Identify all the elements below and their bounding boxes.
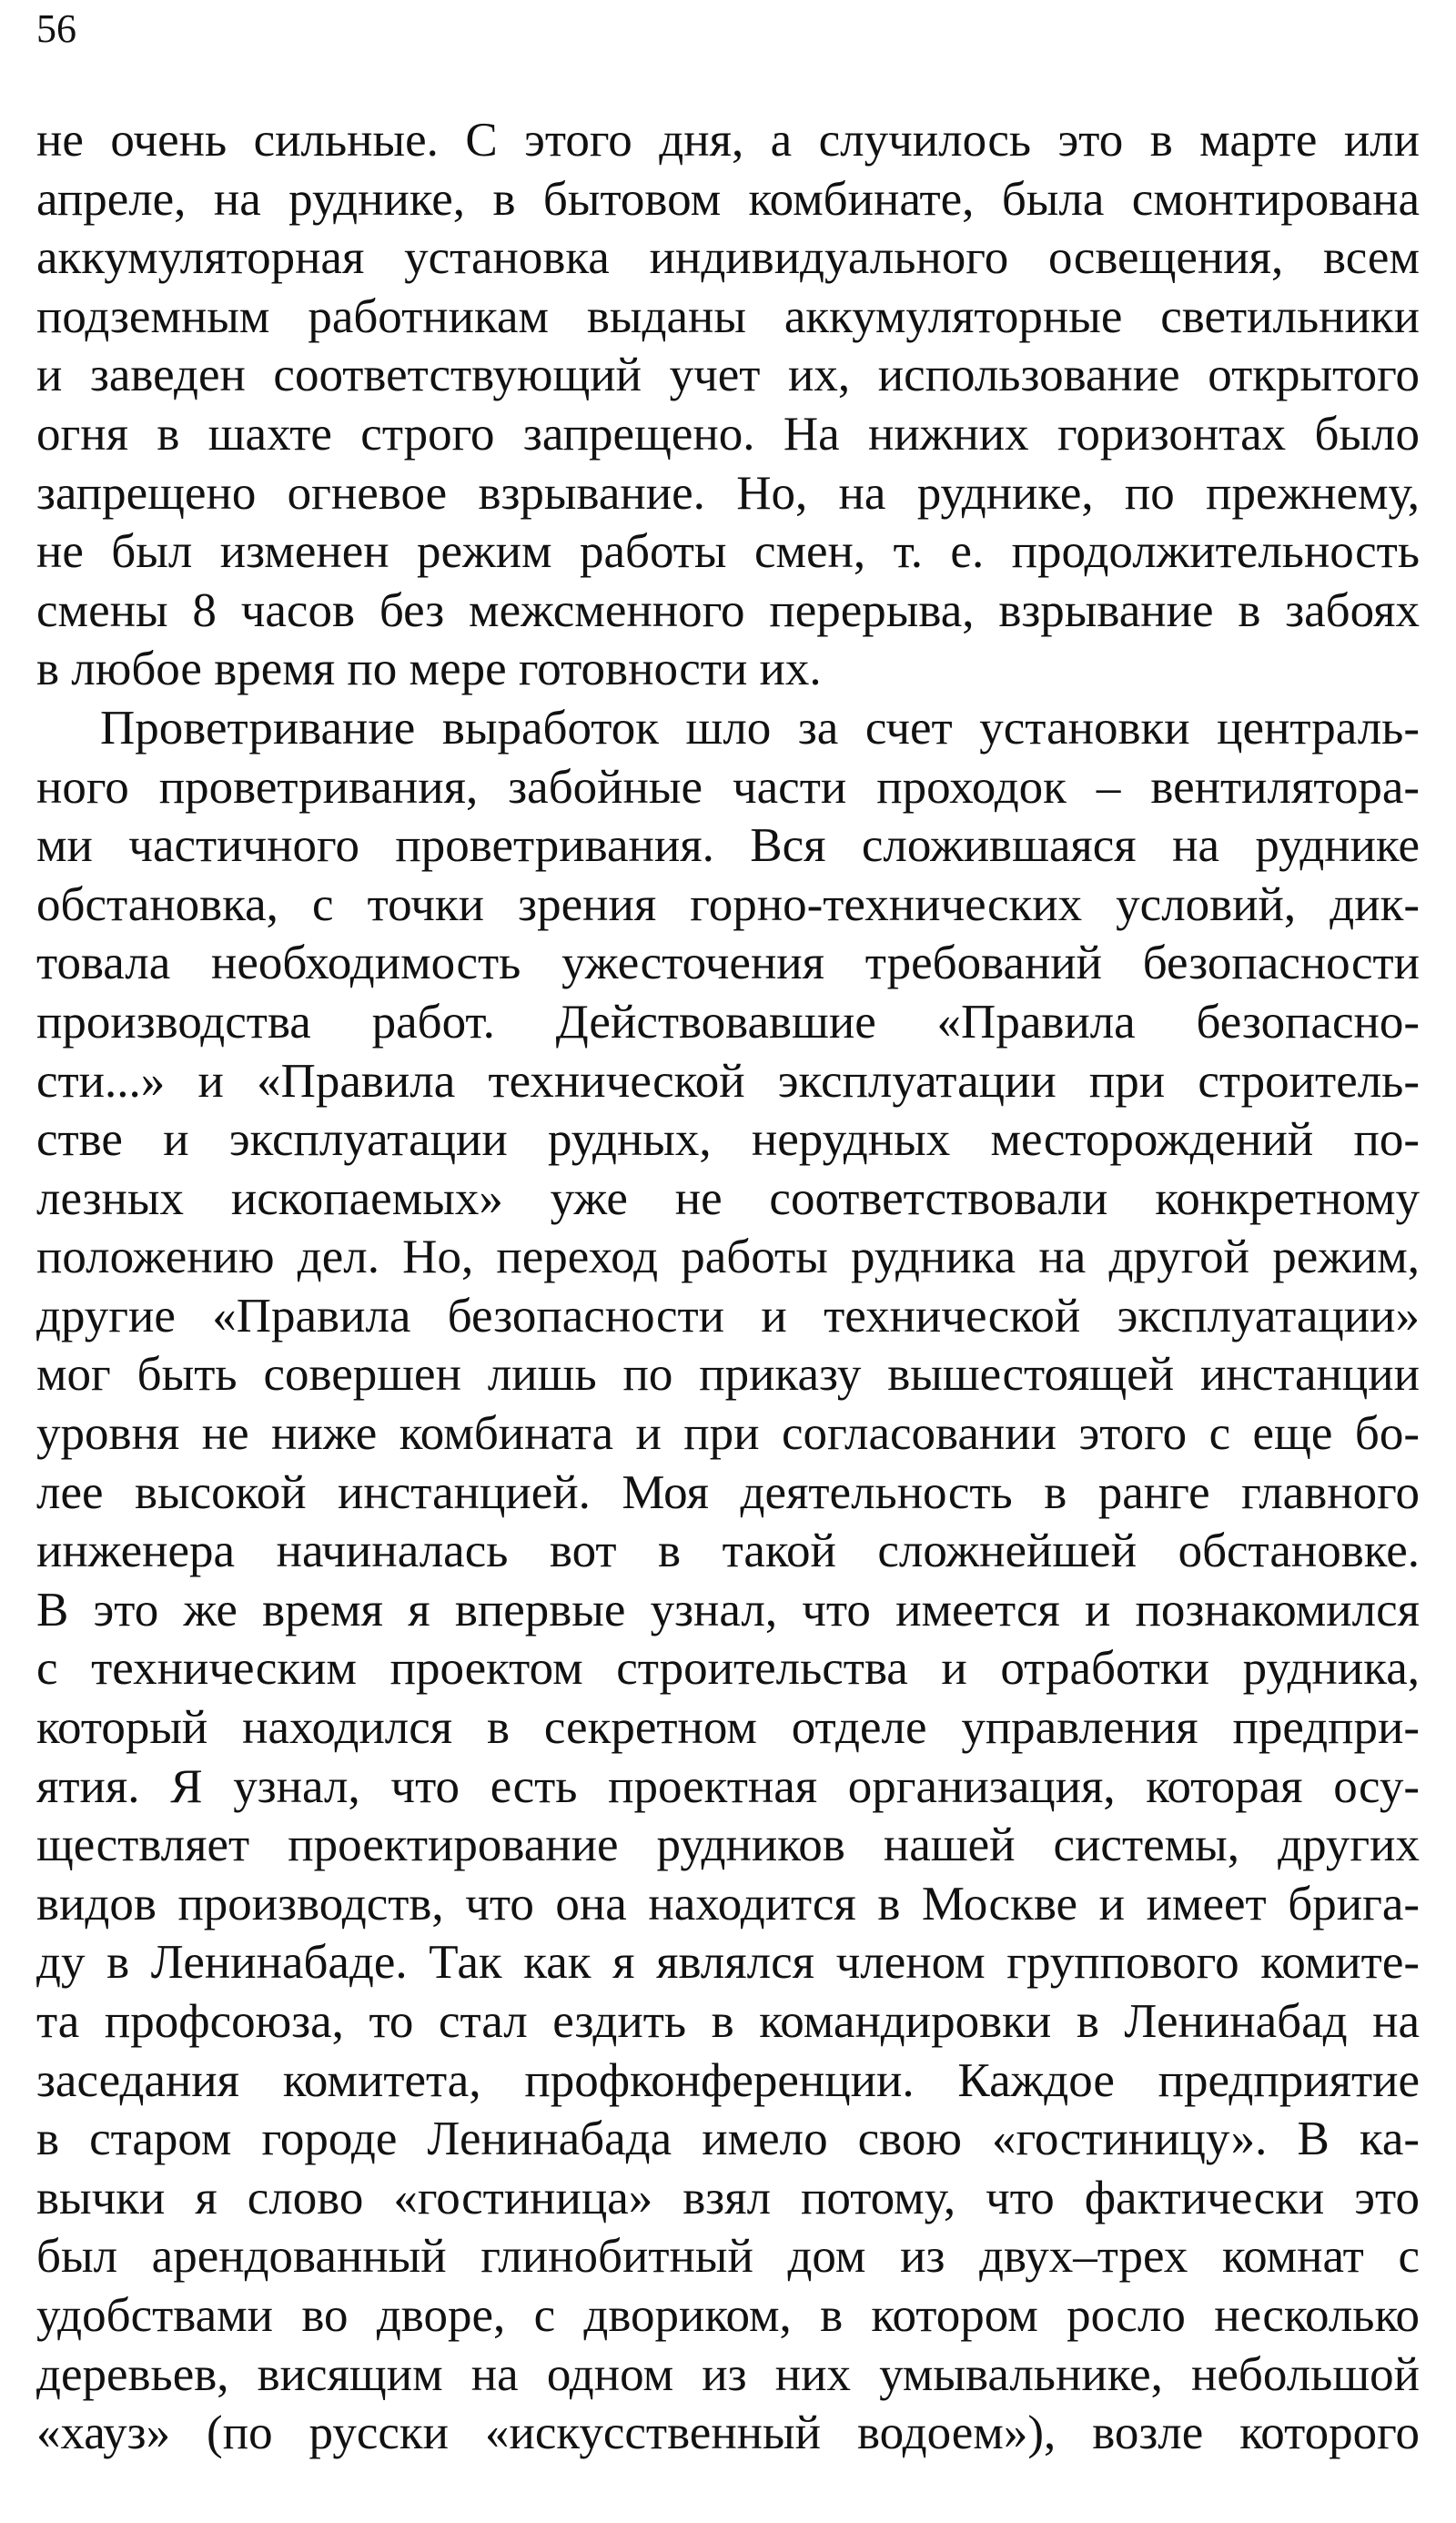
text-line: та профсоюза, то стал ездить в командировки в Ленинабад на <box>36 1995 1420 2048</box>
text-line: запрещено огневое взрывание. Но, на руднике, по прежнему, <box>36 466 1420 520</box>
text-line: удобствами во дворе, с двориком, в котором росло несколько <box>36 2288 1420 2342</box>
text-line: уровня не ниже комбината и при согласовании этого с еще бо- <box>36 1407 1420 1461</box>
text-line: заседания комитета, профконференции. Каждое предприятие <box>36 2053 1420 2107</box>
text-line: «хауз» (по русски «искусственный водоем»), возле которого <box>36 2406 1420 2460</box>
paragraph <box>36 111 1420 699</box>
text-line: деревьев, висящим на одном из них умывальнике, небольшой <box>36 2347 1420 2401</box>
text-line: ществляет проектирование рудников нашей системы, других <box>36 1819 1420 1872</box>
text-line: положению дел. Но, переход работы рудника на другой режим, <box>36 1231 1420 1284</box>
text-line: ятия. Я узнал, что есть проектная организация, которая осу- <box>36 1759 1420 1813</box>
text-line: аккумуляторная установка индивидуального освещения, всем <box>36 231 1420 285</box>
text-line: В это же время я впервые узнал, что имеется и познакомился <box>36 1583 1420 1636</box>
text-line: в старом городе Ленинабада имело свою «гостиницу». В ка- <box>36 2113 1420 2166</box>
text-line: с техническим проектом строительства и отработки рудника, <box>36 1642 1420 1696</box>
text-line: не был изменен режим работы смен, т. е. продолжительность <box>36 525 1420 579</box>
text-line: производства работ. Действовавшие «Правила безопасно- <box>36 995 1420 1049</box>
text-line: инженера начиналась вот в такой сложнейшей обстановке. <box>36 1525 1420 1578</box>
text-line: другие «Правила безопасности и технической эксплуатации» <box>36 1289 1420 1343</box>
text-line: апреле, на руднике, в бытовом комбинате, была смонтирована <box>36 172 1420 226</box>
text-line: ного проветривания, забойные части проходок – вентилятора- <box>36 760 1420 814</box>
text-line: и заведен соответствующий учет их, использование открытого <box>36 349 1420 402</box>
text-line: сти...» и «Правила технической эксплуатации при строитель- <box>36 1054 1420 1108</box>
text-line: Проветривание выработок шло за счет установки централь- <box>100 701 1420 755</box>
text-line: лее высокой инстанцией. Моя деятельность в ранге главного <box>36 1465 1420 1519</box>
text-line: огня в шахте строго запрещено. На нижних горизонтах было <box>36 407 1420 461</box>
text-line: в любое время по мере готовности их. <box>36 643 822 696</box>
text-line: видов производств, что она находится в Москве и имеет брига- <box>36 1877 1420 1930</box>
text-line: лезных ископаемых» уже не соответствовали конкретному <box>36 1171 1420 1225</box>
text-line: был арендованный глинобитный дом из двух–трех комнат с <box>36 2230 1420 2284</box>
text-line: смены 8 часов без межсменного перерыва, взрывание в забоях <box>36 583 1420 637</box>
text-line: не очень сильные. С этого дня, а случилось это в марте или <box>36 114 1420 167</box>
text-line: мог быть совершен лишь по приказу вышестоящей инстанции <box>36 1348 1420 1402</box>
text-line: подземным работникам выданы аккумуляторные светильники <box>36 289 1420 343</box>
text-line: ми частичного проветривания. Вся сложившаяся на руднике <box>36 819 1420 873</box>
text-line: ду в Ленинабаде. Так как я являлся членом группового комите- <box>36 1936 1420 1990</box>
text-line: который находился в секретном отделе управления предпри- <box>36 1701 1420 1755</box>
page-number: 56 <box>36 6 76 51</box>
text-line: обстановка, с точки зрения горно-технических условий, дик- <box>36 877 1420 931</box>
text-line: товала необходимость ужесточения требований безопасности <box>36 937 1420 990</box>
body-text <box>36 111 1420 2463</box>
paragraph <box>36 699 1420 2463</box>
text-line: стве и эксплуатации рудных, нерудных месторождений по- <box>36 1113 1420 1167</box>
text-line: вычки я слово «гостиница» взял потому, что фактически это <box>36 2171 1420 2224</box>
